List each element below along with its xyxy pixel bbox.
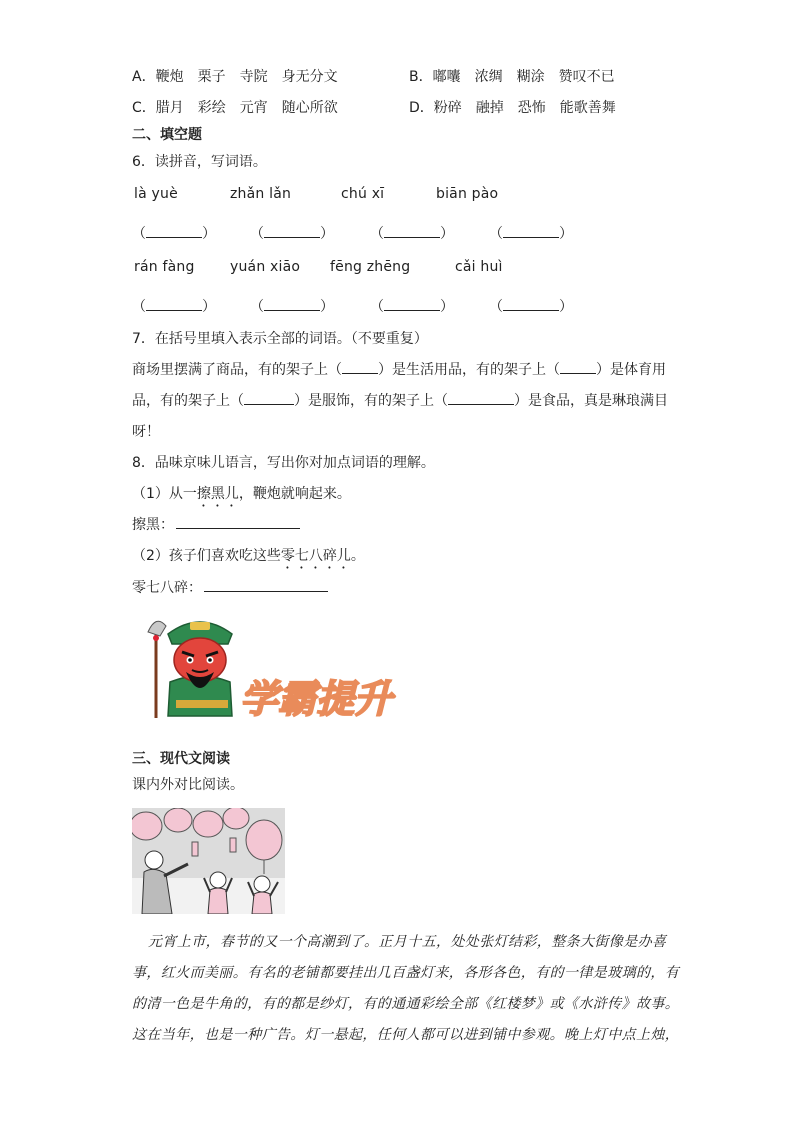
answer-blank[interactable]: （ ） <box>132 223 216 243</box>
question-8-answer-1: 擦黑： <box>132 514 300 534</box>
answer-blank[interactable]: （ ） <box>132 296 216 316</box>
pinyin-item: là yuè <box>134 186 178 202</box>
option-a: A．鞭炮 栗子 寺院 身无分文 <box>132 69 338 85</box>
option-b: B．嘟囔 浓绸 糊涂 赞叹不已 <box>409 69 615 85</box>
question-8-prompt: 8．品味京味儿语言，写出你对加点词语的理解。 <box>132 455 435 471</box>
pinyin-item: chú xī <box>341 186 385 202</box>
dotted-word: 擦黑儿 <box>196 486 239 502</box>
dotted-word: 零七八碎儿 <box>280 548 351 564</box>
passage-line: 事，红火而美丽。有名的老铺都要挂出几百盏灯来，各形各色，有的一律是玻璃的，有 <box>132 965 680 981</box>
section-heading-fill-blanks: 二、填空题 <box>132 127 202 143</box>
answer-blank[interactable]: （ ） <box>250 223 334 243</box>
question-7-line-1: 商场里摆满了商品，有的架子上（ ）是生活用品，有的架子上（ ）是体育用 <box>132 359 666 379</box>
pinyin-item: fēng zhēng <box>330 259 411 275</box>
section-subheading: 课内外对比阅读。 <box>132 777 244 793</box>
fill-blank[interactable] <box>342 359 378 374</box>
fill-blank[interactable] <box>560 359 596 374</box>
answer-blank[interactable]: （ ） <box>370 223 454 243</box>
option-c: C．腊月 彩绘 元宵 随心所欲 <box>132 100 338 116</box>
passage-line: 的清一色是牛角的，有的都是纱灯，有的通通彩绘全部《红楼梦》或《水浒传》故事。 <box>132 996 680 1012</box>
answer-line[interactable] <box>204 577 328 592</box>
pinyin-item: zhǎn lǎn <box>230 186 292 202</box>
passage-line: 元宵上市，春节的又一个高潮到了。正月十五，处处张灯结彩，整条大街像是办喜 <box>148 934 667 950</box>
pinyin-item: cǎi huì <box>455 259 503 275</box>
question-7-line-2: 品，有的架子上（ ）是服饰，有的架子上（ ）是食品，真是琳琅满目 <box>132 390 668 410</box>
fill-blank[interactable] <box>448 390 514 405</box>
question-7-prompt: 7．在括号里填入表示全部的词语。（不要重复） <box>132 331 428 347</box>
pinyin-item: rán fàng <box>134 259 195 275</box>
study-boost-banner <box>140 612 420 722</box>
question-8-sentence-2: （2）孩子们喜欢吃这些零七八碎儿。 <box>132 548 365 564</box>
question-6-prompt: 6．读拼音，写词语。 <box>132 154 267 170</box>
answer-blank[interactable]: （ ） <box>250 296 334 316</box>
lantern-scene-image <box>132 808 285 914</box>
general-cartoon-icon <box>140 612 420 722</box>
banner-text: 学霸提升 <box>240 677 393 721</box>
answer-blank[interactable]: （ ） <box>489 296 573 316</box>
question-8-answer-2: 零七八碎： <box>132 577 328 597</box>
answer-blank[interactable]: （ ） <box>370 296 454 316</box>
pinyin-item: yuán xiāo <box>230 259 301 275</box>
answer-blank[interactable]: （ ） <box>489 223 573 243</box>
question-7-line-3: 呀！ <box>132 424 160 440</box>
pinyin-item: biān pào <box>436 186 499 202</box>
passage-line: 这在当年，也是一种广告。灯一悬起，任何人都可以进到铺中参观。晚上灯中点上烛， <box>132 1027 680 1043</box>
option-d: D．粉碎 融掉 恐怖 能歌善舞 <box>409 100 616 116</box>
lantern-illustration <box>132 808 285 914</box>
fill-blank[interactable] <box>244 390 294 405</box>
answer-line[interactable] <box>176 514 300 529</box>
section-heading-reading: 三、现代文阅读 <box>132 751 230 767</box>
question-8-sentence-1: （1）从一擦黑儿，鞭炮就响起来。 <box>132 486 351 502</box>
